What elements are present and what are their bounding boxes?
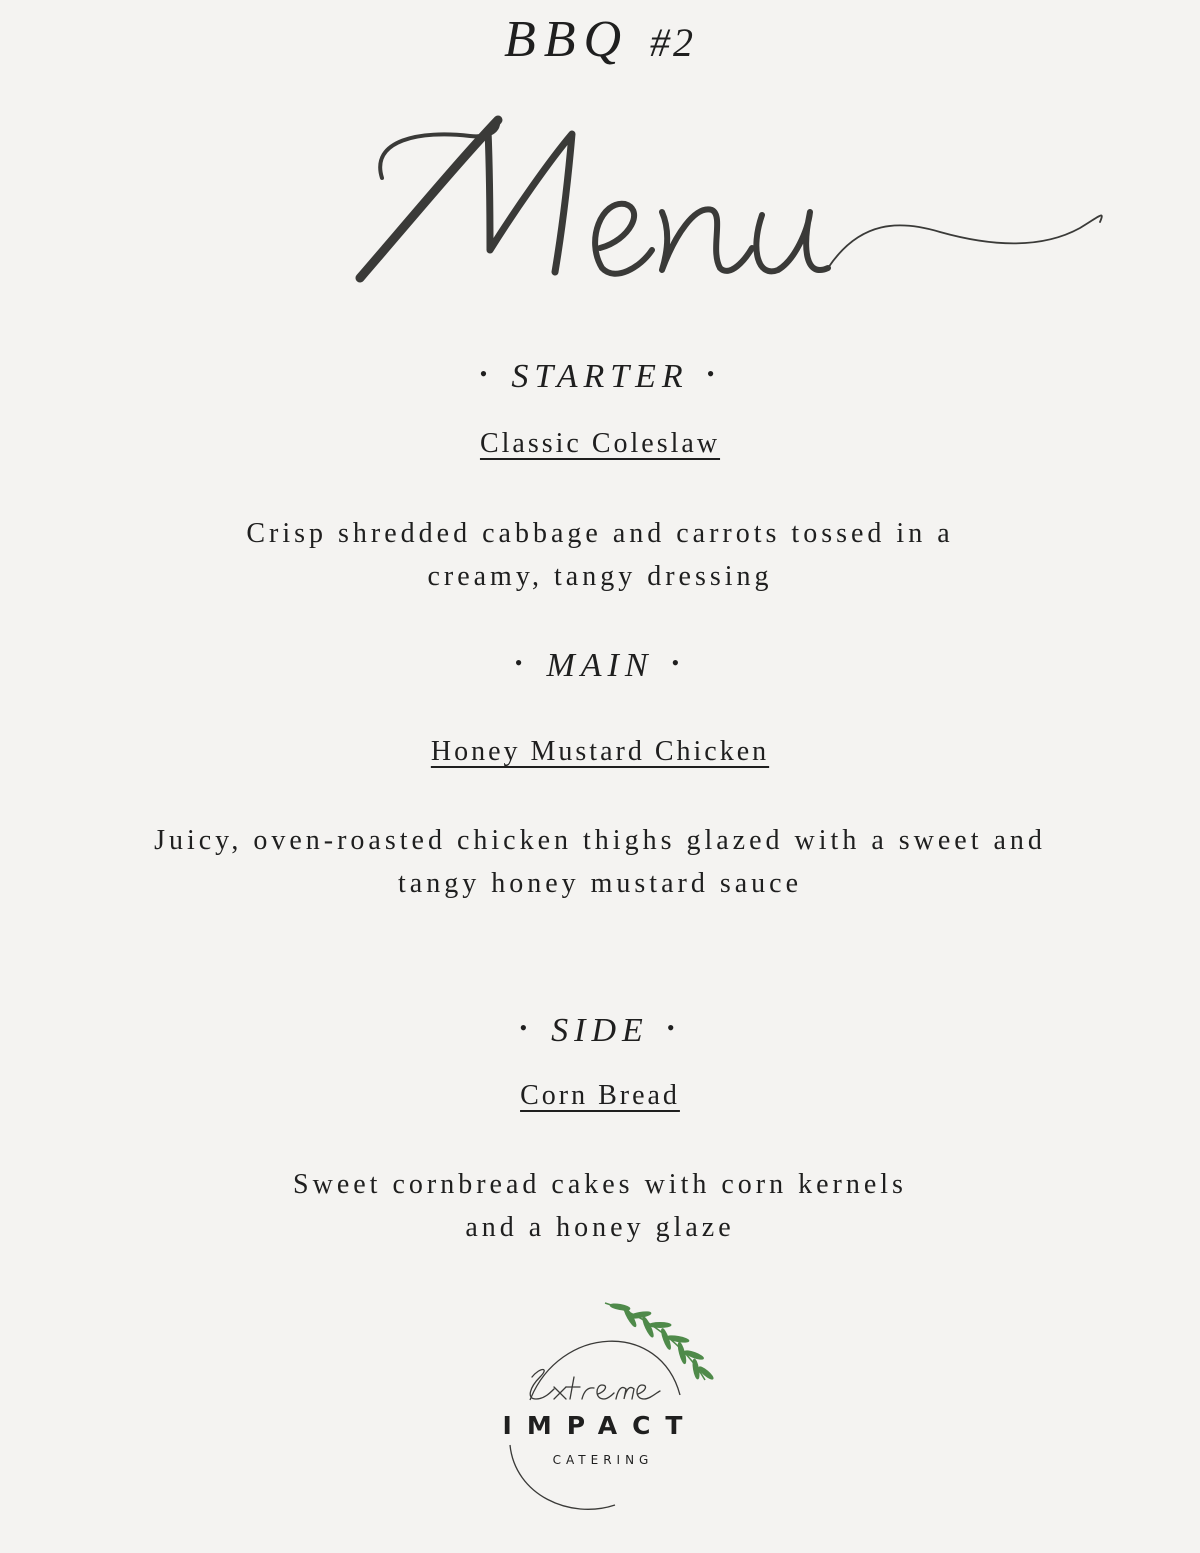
catering-logo (470, 1295, 730, 1525)
section-heading-label: SIDE (551, 1012, 649, 1049)
dish-name: Corn Bread (520, 1080, 680, 1111)
description-line: and a honey glaze (465, 1212, 735, 1243)
description-line: creamy, tangy dressing (427, 561, 773, 592)
dish-description-starter (0, 512, 1200, 598)
description-line: Crisp shredded cabbage and carrots tossed in a (246, 518, 954, 549)
section-heading-starter (0, 358, 1200, 396)
menu-script-wordmark (340, 100, 1120, 300)
dish-description-main (0, 819, 1200, 905)
bullet-dot: • (666, 1015, 681, 1040)
logo-sub-word: CATERING (552, 1453, 654, 1467)
description-line: tangy honey mustard sauce (397, 868, 803, 899)
bullet-dot: • (519, 1015, 534, 1040)
bullet-dot: • (479, 361, 494, 386)
bullet-dot: • (706, 361, 721, 386)
section-heading-label: STARTER (511, 358, 689, 395)
menu-title (0, 10, 1200, 69)
dish-name-side (0, 1080, 1200, 1112)
section-heading-main (0, 647, 1200, 685)
dish-name-main (0, 736, 1200, 768)
section-heading-label: MAIN (546, 647, 654, 684)
dish-name: Honey Mustard Chicken (430, 736, 770, 767)
section-heading-side (0, 1012, 1200, 1050)
dish-description-side (0, 1163, 1200, 1249)
logo-main-word: IMPACT (502, 1411, 698, 1440)
menu-number: #2 (650, 20, 697, 65)
bullet-dot: • (671, 650, 686, 675)
dish-name-starter (0, 428, 1200, 460)
bullet-dot: • (514, 650, 529, 675)
script-wordmark (530, 1370, 660, 1400)
description-line: Sweet cornbread cakes with corn kernels (293, 1169, 907, 1200)
menu-label: BBQ (503, 11, 630, 68)
description-line: Juicy, oven-roasted chicken thighs glazed with a sweet and (154, 825, 1046, 856)
dish-name: Classic Coleslaw (479, 428, 721, 459)
